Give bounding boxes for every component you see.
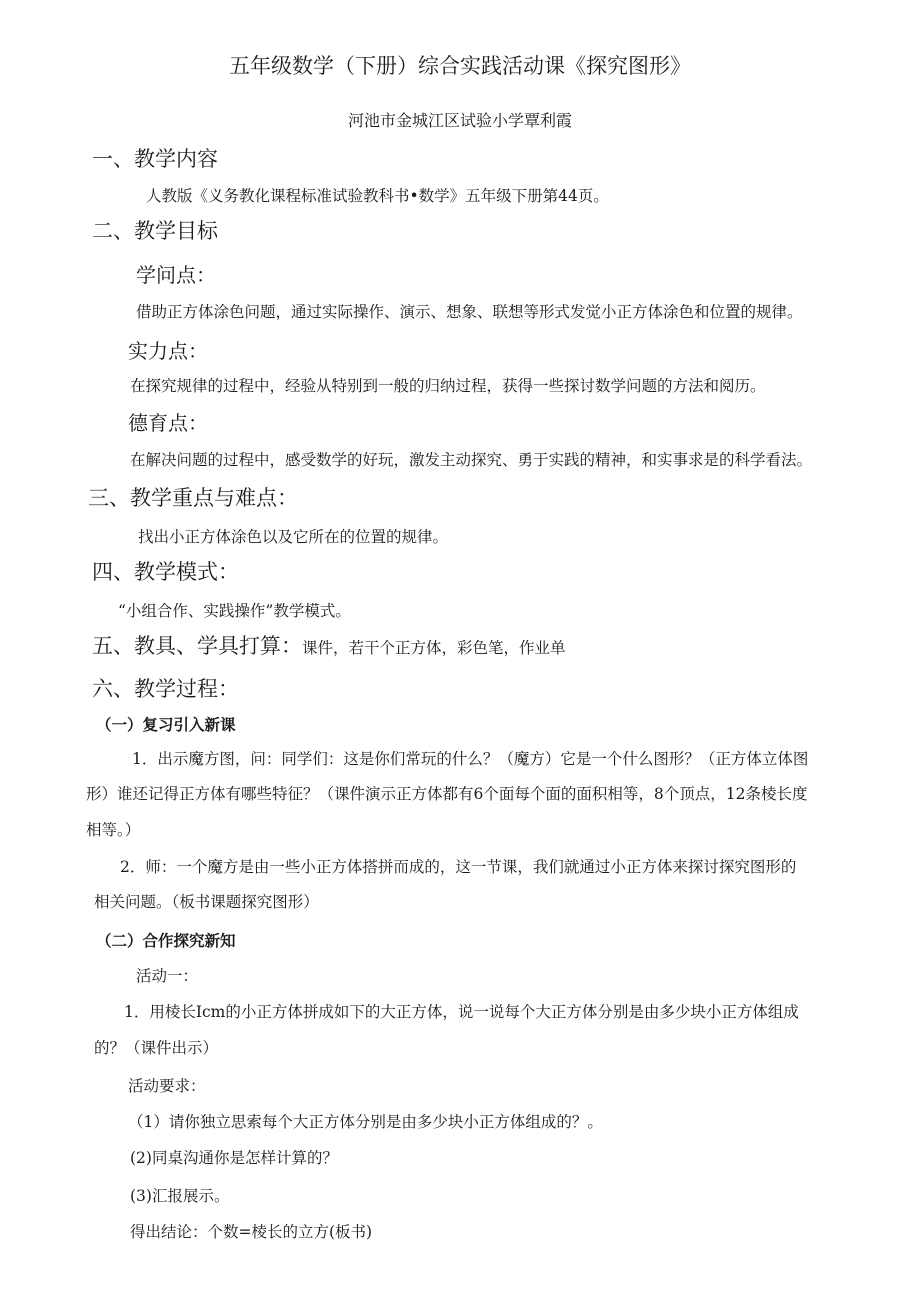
knowledge-text: 借助正方体涂色问题，通过实际操作、演示、想象、联想等形式发觉小正方体涂色和位置的规律。: [136, 303, 803, 321]
section-2-heading: 二、教学目标: [92, 219, 218, 243]
conclusion: 得出结论：个数=棱长的立方(板书): [130, 1223, 373, 1241]
section-1-heading: 一、教学内容: [92, 147, 218, 171]
section-6-heading: 六、教学过程：: [92, 677, 239, 701]
section-5-line: [92, 630, 566, 660]
part-2-label: （二）合作探究新知: [96, 932, 236, 950]
part-1-label: （一）复习引入新课: [96, 716, 236, 734]
section-3-text: 找出小正方体涂色以及它所在的位置的规律。: [138, 528, 449, 546]
part-1-p1-line3: 相等。）: [86, 821, 141, 839]
requirement-3: (3)汇报展示。: [130, 1187, 230, 1205]
activity-question-line2: 的？（课件出示）: [94, 1039, 219, 1057]
part-1-p2-line2: 相关问题。（板书课题探究图形）: [94, 893, 319, 911]
part-1-p1-line1: 1．出示魔方图，问：同学们：这是你们常玩的什么？（魔方）它是一个什么图形？（正方体立体图: [132, 750, 809, 768]
requirement-1: （1）请你独立思索每个大正方体分别是由多少块小正方体组成的？。: [128, 1113, 603, 1131]
document-title: 五年级数学（下册）综合实践活动课《探究图形》: [229, 54, 691, 78]
activity-question-line1: 1．用棱长Icm的小正方体拼成如下的大正方体，说一说每个大正方体分别是由多少块小正方体组成: [124, 1003, 799, 1021]
section-4-text: “小组合作、实践操作”教学模式。: [118, 602, 351, 620]
requirements-label: 活动要求：: [128, 1077, 206, 1095]
section-4-heading: 四、教学模式：: [92, 560, 239, 584]
section-3-heading: 三、教学重点与难点：: [88, 486, 298, 510]
author-line: 河池市金城江区试验小学覃利霞: [347, 111, 572, 130]
requirement-2: (2)同桌沟通你是怎样计算的？: [130, 1149, 338, 1167]
section-5-heading: 五、教具、学具打算：: [92, 634, 302, 658]
section-1-text: 人教版《义务教化课程标准试验教科书•数学》五年级下册第44页。: [146, 187, 609, 205]
ability-label: 实力点：: [128, 339, 208, 363]
moral-label: 德育点：: [128, 411, 208, 435]
activity-label: 活动一：: [136, 967, 199, 985]
knowledge-label: 学问点：: [136, 263, 216, 287]
part-1-p1-line2: 形）谁还记得正方体有哪些特征？（课件演示正方体都有6个面每个面的面积相等，8个顶点，12条棱长度: [86, 785, 808, 803]
part-1-p2-line1: 2．师：一个魔方是由一些小正方体搭拼而成的，这一节课，我们就通过小正方体来探讨探究图形的: [120, 858, 797, 876]
moral-text: 在解决问题的过程中，感受数学的好玩，激发主动探究、勇于实践的精神，和实事求是的科学看法。: [130, 451, 813, 469]
ability-text: 在探究规律的过程中，经验从特别到一般的归纳过程，获得一些探讨数学问题的方法和阅历。: [130, 377, 766, 395]
section-5-text: 课件，若干个正方体，彩色笔，作业单: [302, 639, 566, 657]
